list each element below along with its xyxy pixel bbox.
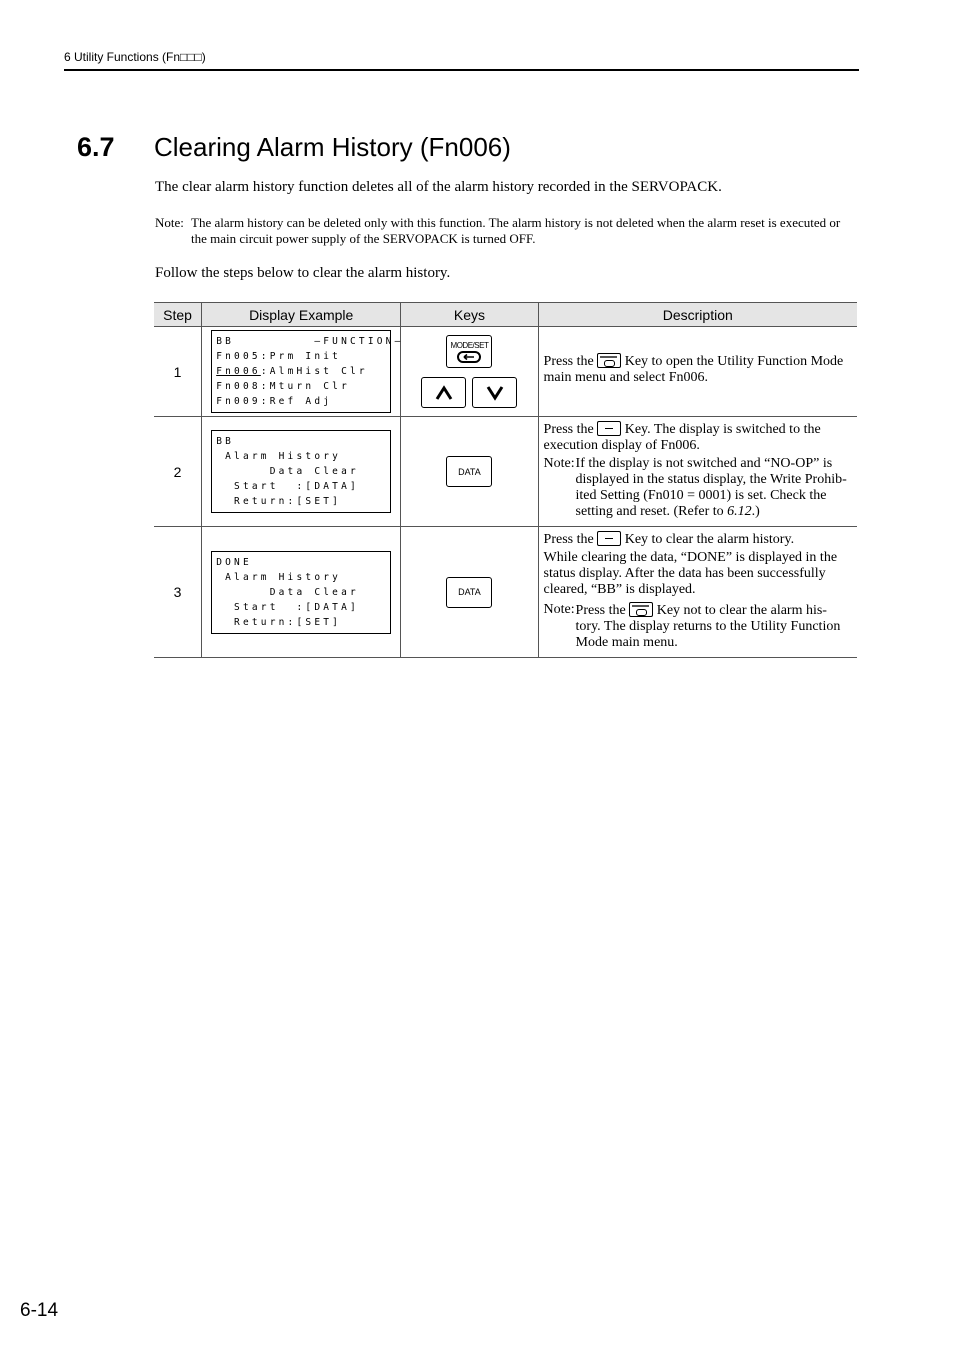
mode-set-key-label: MODE/SET — [450, 340, 489, 350]
steps-table — [154, 302, 857, 658]
lcd-line: Start :[DATA] — [216, 481, 359, 492]
up-arrow-icon — [435, 385, 453, 401]
lcd-line — [216, 364, 386, 379]
lcd-line-rest: :AlmHist Clr — [260, 366, 368, 377]
lcd-line: Fn008:Mturn Clr — [216, 381, 350, 392]
lcd-line: Return:[SET] — [216, 496, 342, 507]
section-heading: Clearing Alarm History (Fn006) — [154, 132, 511, 162]
note-label: Note: — [543, 456, 575, 471]
desc-text: Press the — [543, 354, 594, 369]
lcd-line: BB — [216, 436, 235, 447]
follow-paragraph: Follow the steps below to clear the alarm history. — [155, 265, 451, 281]
mode-set-key-icon — [597, 353, 621, 368]
note-text: Press the — [575, 603, 626, 618]
lcd-line: Return:[SET] — [216, 616, 342, 628]
desc-text: Press the — [543, 532, 594, 547]
desc-text: Key to open the Utility Function Mode main menu and select Fn006. — [543, 354, 844, 385]
section-number: 6.7 — [77, 132, 115, 162]
lcd-line: Data Clear — [216, 586, 359, 598]
note — [155, 215, 855, 247]
enter-arrow-icon — [456, 350, 482, 364]
note-body — [576, 456, 852, 520]
note-body — [576, 602, 852, 651]
down-key[interactable] — [472, 377, 517, 408]
lcd-line: Fn005:Prm Init — [216, 351, 342, 362]
lcd-selected-item: Fn006 — [216, 366, 261, 377]
note-label: Note: — [155, 215, 184, 230]
note-text: The alarm history can be deleted only with this function. The alarm history is not deleted when the alarm reset is executed or the main circuit power supply of the SERVOPACK is turned OFF. — [191, 215, 841, 246]
note-text: Key not to clear the alarm his-tory. The display returns to the Utility Function Mode main menu. — [575, 603, 841, 650]
data-key[interactable]: DATA — [446, 456, 492, 487]
header-rule — [64, 69, 859, 71]
step-number: 1 — [154, 327, 202, 417]
step-description — [539, 527, 857, 657]
lcd-line: Fn009:Ref Adj — [216, 396, 333, 407]
step-note — [544, 456, 852, 520]
lcd-line: Start :[DATA] — [216, 601, 359, 613]
down-arrow-icon — [486, 385, 504, 401]
data-key-icon — [597, 531, 621, 546]
lcd-line: Alarm History — [216, 451, 342, 462]
lcd-display — [211, 330, 404, 413]
header-keys: Keys — [401, 303, 538, 327]
header-description: Description — [538, 303, 857, 327]
step-note — [544, 602, 852, 651]
page-number: 6-14 — [20, 1300, 59, 1321]
note-text: .) — [751, 504, 760, 519]
step-number: 2 — [154, 417, 202, 527]
section-title — [77, 132, 511, 163]
header-step: Step — [154, 303, 202, 327]
step-number: 3 — [154, 527, 202, 658]
note-label: Note: — [543, 602, 575, 617]
data-key[interactable]: DATA — [446, 577, 492, 608]
table-header-row — [154, 303, 857, 327]
mode-set-key[interactable] — [446, 335, 492, 368]
data-key-icon — [597, 421, 621, 436]
lcd-line: DONE — [216, 556, 252, 568]
desc-text: Press the — [543, 422, 594, 437]
desc-text: While clearing the data, “DONE” is displayed in the status display. After the data has been successfully cleared, “BB” is displayed. — [543, 550, 838, 597]
table-row — [154, 527, 857, 658]
step-description — [539, 417, 857, 526]
table-row — [154, 417, 857, 527]
cross-reference: 6.12 — [727, 504, 752, 519]
up-key[interactable] — [421, 377, 466, 408]
lcd-line: Data Clear — [216, 466, 359, 477]
step-description — [539, 349, 857, 394]
lcd-line: Alarm History — [216, 571, 342, 583]
note-text: If the display is not switched and “NO-OP” is displayed in the status display, the Write Prohib-ited Setting (Fn010 = 0001) is set. Check the setting and reset. (Refer to — [575, 456, 847, 519]
table-row — [154, 327, 857, 417]
intro-paragraph: The clear alarm history function deletes all of the alarm history recorded in the SERVOPACK. — [155, 179, 722, 195]
mode-set-key-icon — [629, 602, 653, 617]
desc-text: Key. The display is switched to the execution display of Fn006. — [543, 422, 821, 453]
lcd-display — [211, 551, 391, 634]
running-header: 6 Utility Functions (Fn□□□) — [64, 50, 206, 64]
header-display: Display Example — [202, 303, 401, 327]
lcd-display — [211, 430, 391, 513]
desc-text: Key to clear the alarm history. — [624, 532, 795, 547]
lcd-line: BB —FUNCTION— — [216, 336, 404, 347]
